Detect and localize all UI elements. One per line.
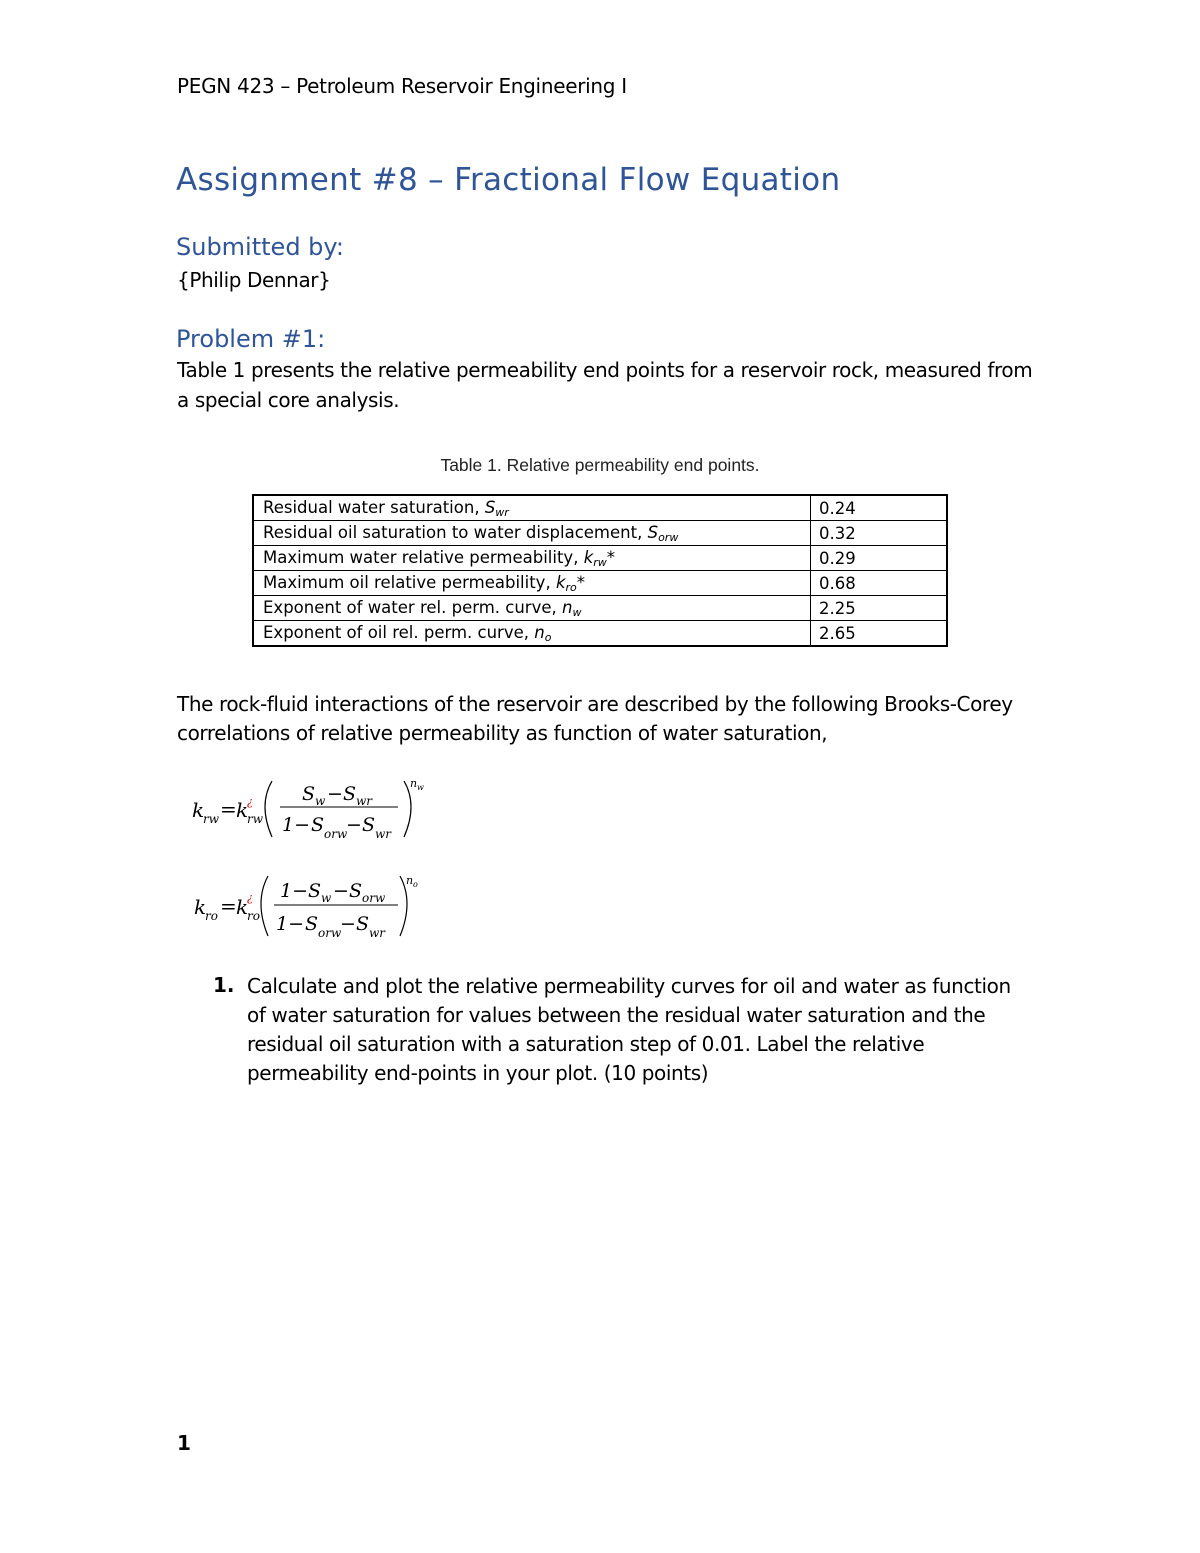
- svg-text:n: n: [410, 777, 418, 790]
- parameter-name: Exponent of water rel. perm. curve,: [263, 597, 562, 617]
- parameter-subscript: o: [544, 630, 552, 644]
- parameter-name: Residual oil saturation to water displacement,: [263, 522, 648, 542]
- kro-equation: [190, 870, 440, 942]
- svg-text:w: w: [417, 783, 424, 792]
- svg-text:¿: ¿: [247, 795, 253, 808]
- parameter-label: [253, 621, 811, 647]
- svg-text:S: S: [343, 783, 357, 805]
- list-item-line: of water saturation for values between the residual water saturation and the: [247, 1003, 986, 1027]
- svg-text:=: =: [220, 797, 237, 821]
- parameter-subscript: rw: [593, 555, 607, 569]
- svg-text:1−: 1−: [276, 913, 305, 935]
- table-row: [253, 546, 947, 571]
- svg-text:k: k: [236, 895, 249, 919]
- svg-text:k: k: [236, 798, 249, 822]
- parameter-value: 0.24: [811, 495, 948, 521]
- parameter-symbol: S: [484, 497, 496, 517]
- krw-equation: [188, 775, 438, 845]
- svg-text:orw: orw: [318, 926, 342, 940]
- svg-text:w: w: [315, 794, 326, 808]
- svg-text:S: S: [305, 913, 319, 935]
- svg-text:ro: ro: [247, 909, 260, 923]
- list-item-number: 1.: [213, 973, 235, 997]
- parameter-name: Maximum water relative permeability,: [263, 547, 584, 567]
- table-caption: Table 1. Relative permeability end points.: [440, 455, 760, 475]
- svg-text:rw: rw: [247, 812, 264, 826]
- parameter-suffix: *: [576, 572, 586, 592]
- parameter-label: [253, 596, 811, 621]
- parameter-subscript: ro: [565, 580, 577, 594]
- intro-line-1: Table 1 presents the relative permeability end points for a reservoir rock, measured from: [177, 358, 1033, 382]
- parameter-subscript: wr: [495, 505, 509, 519]
- table-row: [253, 596, 947, 621]
- svg-text:S: S: [311, 814, 325, 836]
- parameter-label: [253, 571, 811, 596]
- parameter-value: 2.25: [811, 596, 948, 621]
- svg-text:1−: 1−: [280, 880, 309, 902]
- svg-text:=: =: [220, 894, 237, 918]
- svg-text:n: n: [406, 874, 414, 887]
- svg-text:k: k: [192, 798, 205, 822]
- problem-heading: Problem #1:: [176, 325, 326, 353]
- parameter-label: [253, 495, 811, 521]
- list-item-line: Calculate and plot the relative permeability curves for oil and water as function: [247, 974, 1011, 998]
- rockfluid-line-2: correlations of relative permeability as function of water saturation,: [177, 721, 828, 745]
- svg-text:orw: orw: [362, 891, 386, 905]
- svg-text:wr: wr: [369, 926, 386, 940]
- svg-text:wr: wr: [375, 827, 392, 841]
- page-header: PEGN 423 – Petroleum Reservoir Engineering I: [177, 74, 627, 98]
- svg-text:−: −: [327, 783, 343, 805]
- svg-text:orw: orw: [324, 827, 348, 841]
- svg-text:wr: wr: [356, 794, 373, 808]
- list-item-line: residual oil saturation with a saturation step of 0.01. Label the relative: [247, 1032, 925, 1056]
- svg-text:S: S: [349, 880, 363, 902]
- parameter-symbol: S: [647, 522, 659, 542]
- table-row: [253, 495, 947, 521]
- table-row: [253, 521, 947, 546]
- svg-text:S: S: [302, 783, 316, 805]
- assignment-title: Assignment #8 – Fractional Flow Equation: [176, 162, 841, 198]
- parameter-symbol: n: [562, 597, 573, 617]
- svg-text:S: S: [356, 913, 370, 935]
- list-item-text: [247, 972, 1037, 1088]
- svg-text:−: −: [333, 880, 349, 902]
- svg-text:¿: ¿: [247, 891, 253, 904]
- parameter-label: [253, 521, 811, 546]
- table-row: [253, 621, 947, 647]
- svg-text:ro: ro: [205, 909, 218, 923]
- parameter-name: Exponent of oil rel. perm. curve,: [263, 622, 535, 642]
- intro-line-2: a special core analysis.: [177, 388, 400, 412]
- parameter-value: 0.29: [811, 546, 948, 571]
- page-number: 1: [177, 1431, 191, 1455]
- parameter-symbol: n: [534, 622, 545, 642]
- rockfluid-line-1: The rock-fluid interactions of the reservoir are described by the following Brooks-Corey: [177, 692, 1013, 716]
- parameter-suffix: *: [606, 547, 616, 567]
- parameter-subscript: w: [572, 605, 582, 619]
- svg-text:1−: 1−: [282, 814, 311, 836]
- submitted-by-heading: Submitted by:: [176, 233, 344, 261]
- parameter-value: 0.68: [811, 571, 948, 596]
- svg-text:−: −: [346, 814, 362, 836]
- svg-text:rw: rw: [203, 812, 220, 826]
- svg-text:−: −: [340, 913, 356, 935]
- parameter-subscript: orw: [658, 530, 679, 544]
- svg-text:k: k: [194, 895, 207, 919]
- parameter-name: Residual water saturation,: [263, 497, 485, 517]
- svg-text:S: S: [308, 880, 322, 902]
- list-item-line: permeability end-points in your plot. (10 points): [247, 1061, 709, 1085]
- parameter-value: 0.32: [811, 521, 948, 546]
- svg-text:o: o: [413, 880, 418, 889]
- table-row: [253, 571, 947, 596]
- parameter-name: Maximum oil relative permeability,: [263, 572, 556, 592]
- parameter-symbol: k: [555, 572, 566, 592]
- parameter-value: 2.65: [811, 621, 948, 647]
- svg-text:S: S: [362, 814, 376, 836]
- endpoints-table: [252, 494, 948, 647]
- svg-text:w: w: [321, 891, 332, 905]
- parameter-label: [253, 546, 811, 571]
- submitter-name: {Philip Dennar}: [177, 268, 331, 292]
- parameter-symbol: k: [583, 547, 594, 567]
